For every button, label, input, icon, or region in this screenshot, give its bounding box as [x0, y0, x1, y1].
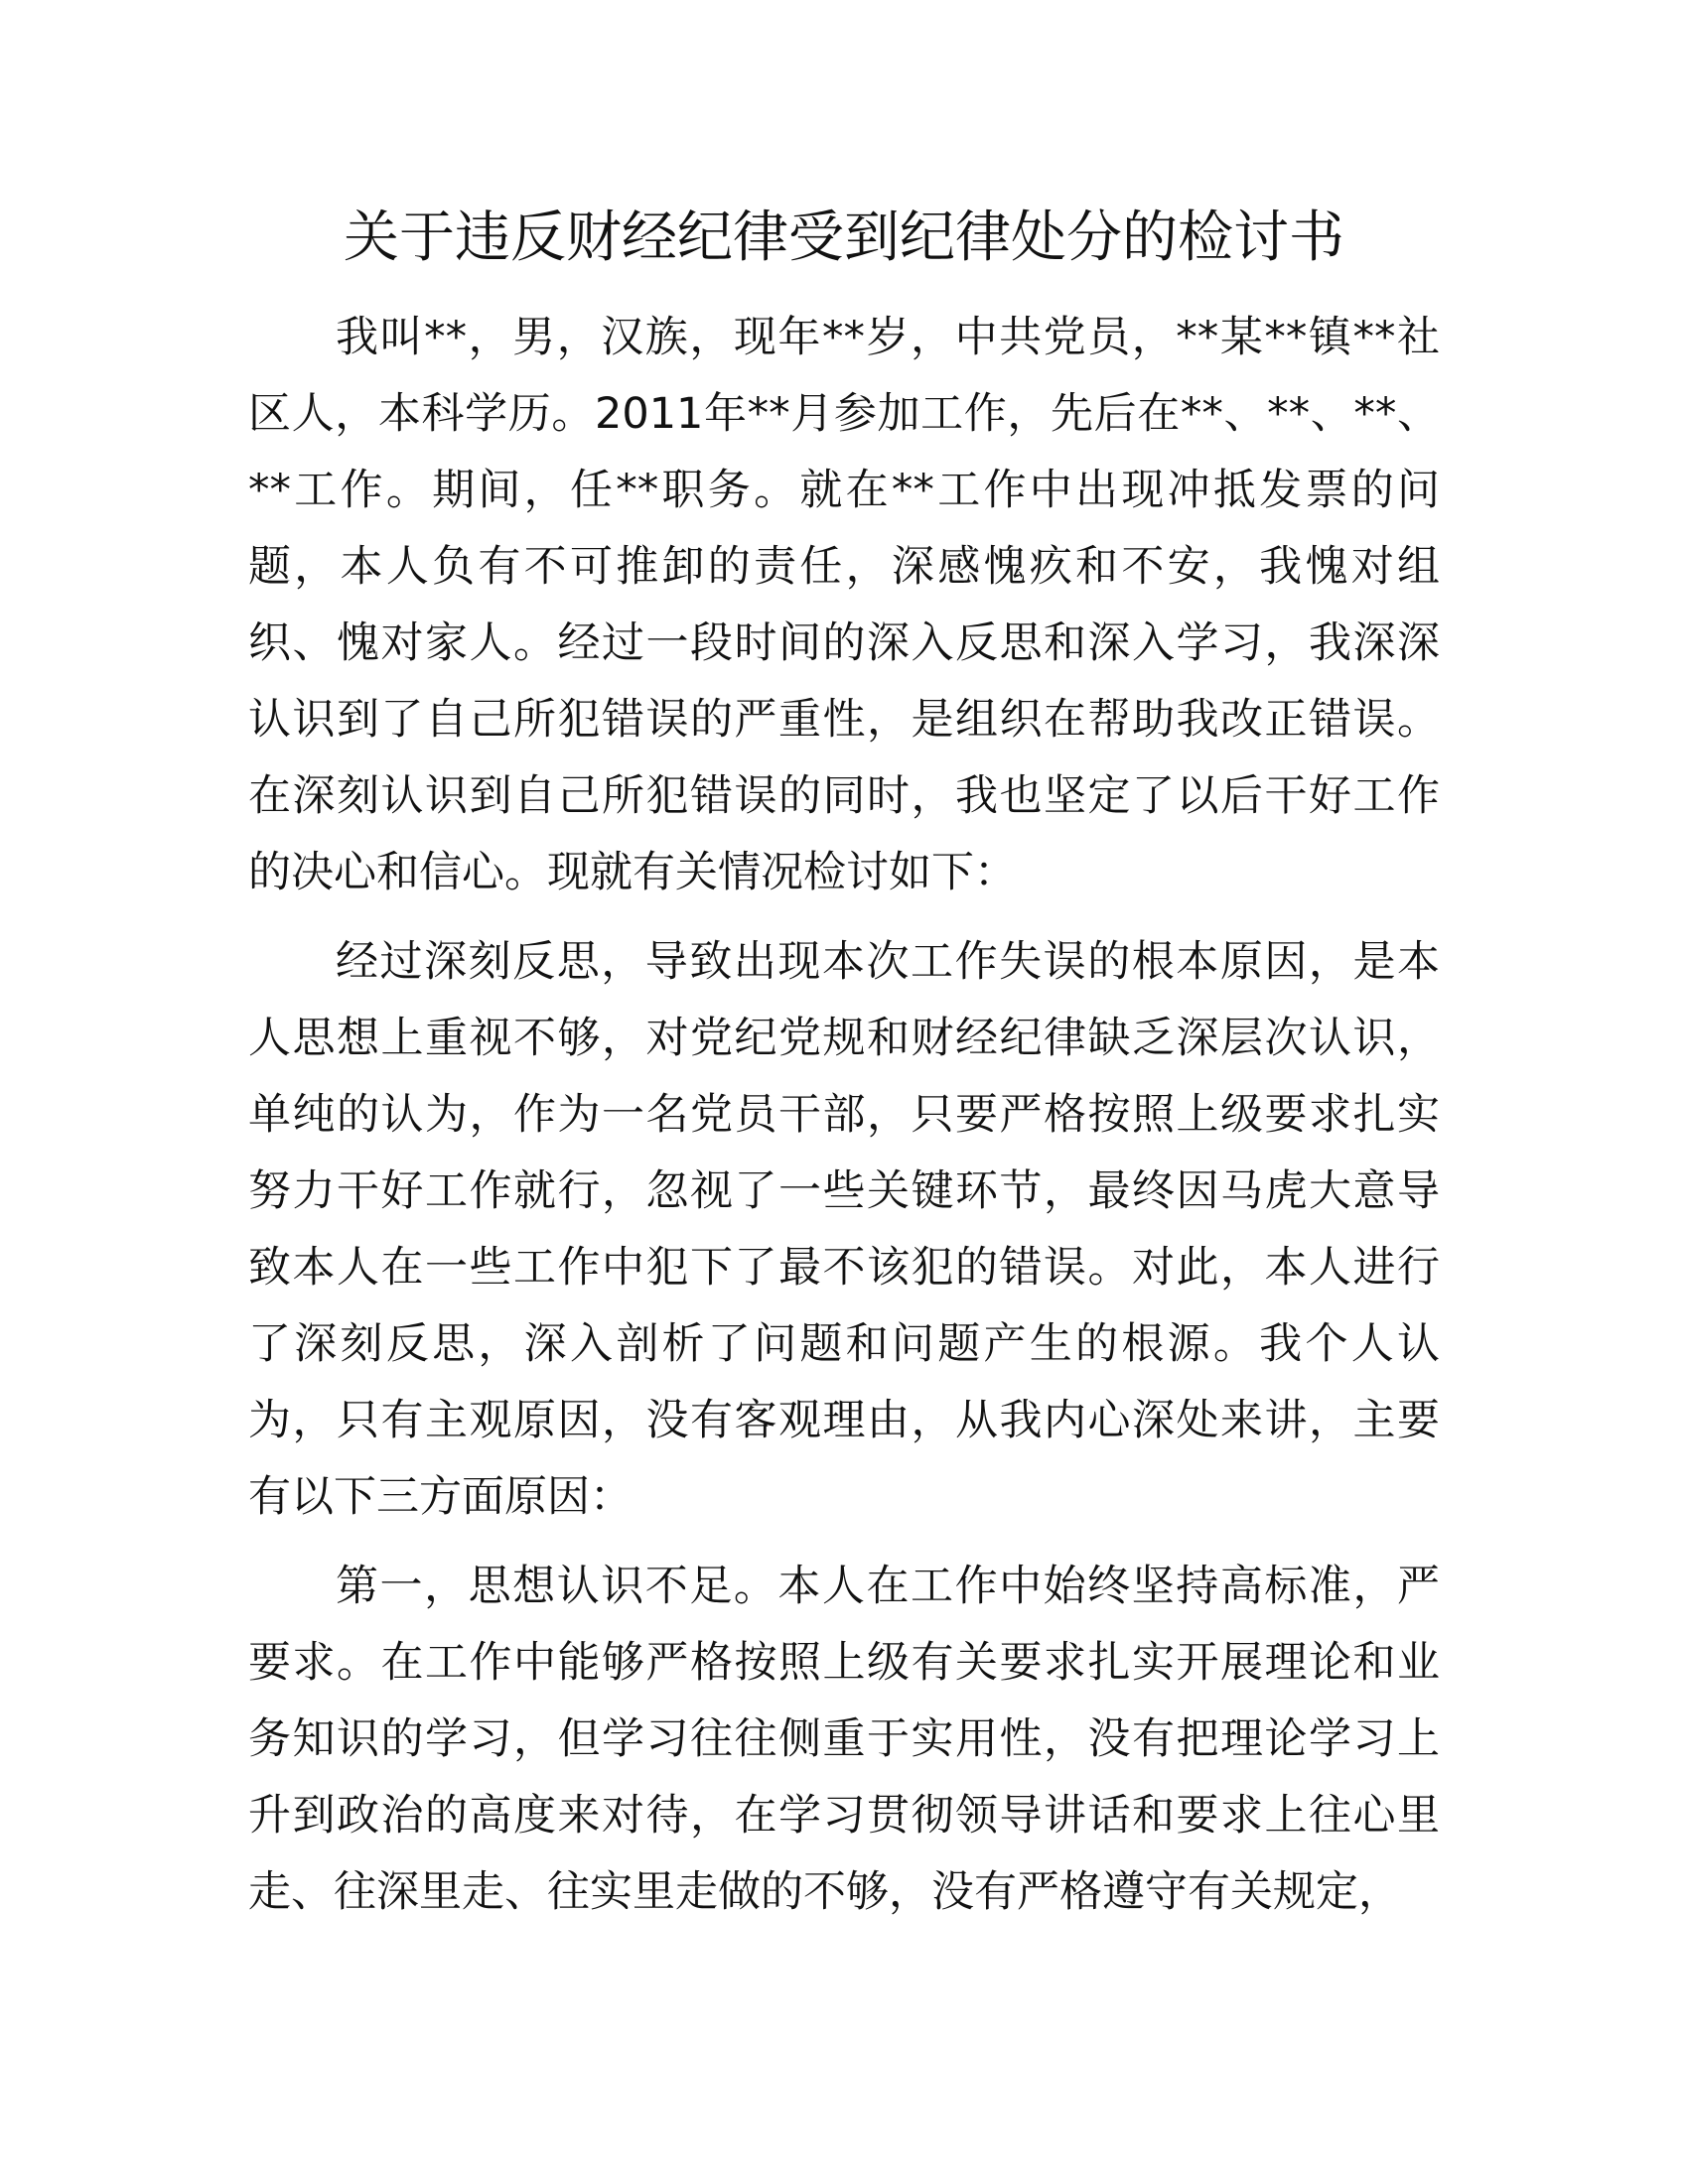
paragraph-reflection: 经过深刻反思，导致出现本次工作失误的根本原因，是本人思想上重视不够，对党纪党规和财经纪律缺乏深层次认识，单纯的认为，作为一名党员干部，只要严格按照上级要求扎实努力干好工作就行，忽视了一些关键环节，最终因马虎大意导致本人在一些工作中犯下了最不该犯的错误。对此，本人进行了深刻反思，深入剖析了问题和问题产生的根源。我个人认为，只有主观原因，没有客观理由，从我内心深处来讲，主要有以下三方面原因： — [248, 937, 1440, 1522]
paragraph-reason-one: 第一，思想认识不足。本人在工作中始终坚持高标准，严要求。在工作中能够严格按照上级有关要求扎实开展理论和业务知识的学习，但学习往往侧重于实用性，没有把理论学习上升到政治的高度来对待，在学习贯彻领导讲话和要求上往心里走、往深里走、往实里走做的不够，没有严格遵守有关规定， — [248, 1562, 1440, 1917]
paragraph-personal-info: 我叫**，男，汉族，现年**岁，中共党员，**某**镇**社区人，本科学历。2011年**月参加工作，先后在**、**、**、**工作。期间，任**职务。就在**工作中出现冲抵发票的问题，本人负有不可推卸的责任，深感愧疚和不安，我愧对组织、愧对家人。经过一段时间的深入反思和深入学习，我深深认识到了自己所犯错误的严重性，是组织在帮助我改正错误。在深刻认识到自己所犯错误的同时，我也坚定了以后干好工作的决心和信心。现就有关情况检讨如下： — [248, 313, 1440, 897]
document-body — [248, 300, 1440, 1931]
document-title: 关于违反财经纪律受到纪律处分的检讨书 — [344, 205, 1344, 270]
